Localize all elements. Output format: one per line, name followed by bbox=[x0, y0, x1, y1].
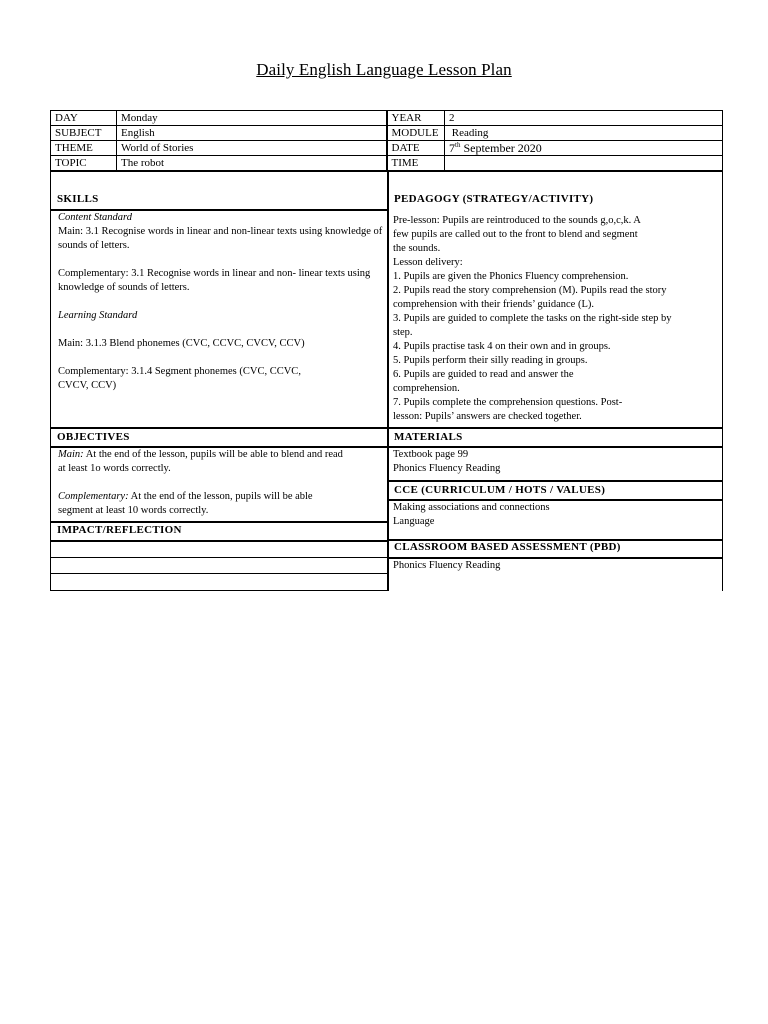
left-column bbox=[50, 171, 389, 591]
day-label: DAY bbox=[51, 111, 117, 126]
learning-standard-label: Learning Standard bbox=[58, 310, 138, 321]
subject-value: English bbox=[117, 126, 387, 141]
objectives-heading: OBJECTIVES bbox=[57, 431, 130, 443]
pedagogy-line: Pre-lesson: Pupils are reintroduced to the sounds g,o,c,k. A bbox=[393, 215, 641, 226]
main-learning-standard: Main: 3.1.3 Blend phonemes (CVC, CCVC, CVCV, CCV) bbox=[58, 338, 305, 349]
complementary-learning-standard-1: Complementary: 3.1.4 Segment phonemes (CVC, CCVC, bbox=[58, 366, 301, 377]
date-label: DATE bbox=[387, 141, 445, 156]
pedagogy-line: 2. Pupils read the story comprehension (M). Pupils read the story bbox=[393, 285, 667, 296]
pbd-line-1: Phonics Fluency Reading bbox=[393, 560, 501, 571]
table-row bbox=[51, 141, 723, 156]
theme-label: THEME bbox=[51, 141, 117, 156]
skills-heading: SKILLS bbox=[57, 193, 99, 205]
pedagogy-line: 5. Pupils perform their silly reading in groups. bbox=[393, 355, 588, 366]
complementary-learning-standard-2: CVCV, CCV) bbox=[58, 380, 117, 391]
objective-complementary: Complementary: At the end of the lesson, pupils will be able bbox=[58, 491, 313, 502]
materials-line-1: Textbook page 99 bbox=[393, 449, 469, 460]
topic-value: The robot bbox=[117, 156, 387, 171]
pedagogy-line: 7. Pupils complete the comprehension questions. Post- bbox=[393, 397, 623, 408]
day-value: Monday bbox=[117, 111, 387, 126]
pedagogy-content bbox=[393, 214, 721, 424]
content-standard-label: Content Standard bbox=[58, 212, 132, 223]
pedagogy-heading: PEDAGOGY (STRATEGY/ACTIVITY) bbox=[394, 193, 594, 205]
complementary-content-standard: Complementary: 3.1 Recognise words in linear and non- linear texts using knowledge of sounds of letters. bbox=[58, 268, 371, 293]
materials-heading: MATERIALS bbox=[394, 431, 463, 443]
year-label: YEAR bbox=[387, 111, 445, 126]
pedagogy-line: comprehension. bbox=[393, 383, 460, 394]
table-row bbox=[51, 156, 723, 171]
pedagogy-line: the sounds. bbox=[393, 243, 441, 254]
pedagogy-line: step. bbox=[393, 327, 413, 338]
materials-line-2: Phonics Fluency Reading bbox=[393, 463, 501, 474]
skills-content bbox=[58, 211, 384, 393]
date-value: 7th September 2020 bbox=[445, 141, 723, 156]
pedagogy-line: comprehension with their friends’ guidance (L). bbox=[393, 299, 594, 310]
module-label: MODULE bbox=[387, 126, 445, 141]
pedagogy-line: Lesson delivery: bbox=[393, 257, 463, 268]
cce-line-1: Making associations and connections bbox=[393, 502, 550, 513]
pedagogy-line: 6. Pupils are guided to read and answer the bbox=[393, 369, 574, 380]
subject-label: SUBJECT bbox=[51, 126, 117, 141]
table-row bbox=[51, 126, 723, 141]
module-value: Reading bbox=[445, 126, 723, 141]
cce-line-2: Language bbox=[393, 516, 435, 527]
page-title: Daily English Language Lesson Plan bbox=[256, 60, 512, 79]
lesson-info-table bbox=[50, 110, 723, 171]
materials-content bbox=[393, 448, 500, 476]
time-value bbox=[445, 156, 723, 171]
pedagogy-line: 4. Pupils practise task 4 on their own and in groups. bbox=[393, 341, 611, 352]
pbd-content bbox=[393, 559, 500, 573]
objective-complementary-cont: segment at least 10 words correctly. bbox=[58, 505, 209, 516]
table-row bbox=[51, 111, 723, 126]
cce-heading: CCE (CURRICULUM / HOTS / VALUES) bbox=[394, 484, 606, 496]
objectives-content bbox=[58, 448, 384, 518]
cce-content bbox=[393, 501, 550, 529]
pedagogy-line: 1. Pupils are given the Phonics Fluency comprehension. bbox=[393, 271, 629, 282]
pbd-heading: CLASSROOM BASED ASSESSMENT (PBD) bbox=[394, 541, 621, 553]
pedagogy-line: few pupils are called out to the front to blend and segment bbox=[393, 229, 638, 240]
objective-main-cont: at least 1o words correctly. bbox=[58, 463, 171, 474]
lesson-plan-grid bbox=[50, 171, 722, 591]
main-content-standard: Main: 3.1 Recognise words in linear and non-linear texts using knowledge of sounds of letters. bbox=[58, 226, 383, 251]
topic-label: TOPIC bbox=[51, 156, 117, 171]
objective-main: Main: At the end of the lesson, pupils will be able to blend and read bbox=[58, 449, 343, 460]
theme-value: World of Stories bbox=[117, 141, 387, 156]
pedagogy-line: 3. Pupils are guided to complete the tasks on the right-side step by bbox=[393, 313, 672, 324]
time-label: TIME bbox=[387, 156, 445, 171]
impact-heading: IMPACT/REFLECTION bbox=[57, 524, 182, 536]
right-column bbox=[388, 171, 723, 591]
pedagogy-line: lesson: Pupils’ answers are checked together. bbox=[393, 411, 582, 422]
year-value: 2 bbox=[445, 111, 723, 126]
